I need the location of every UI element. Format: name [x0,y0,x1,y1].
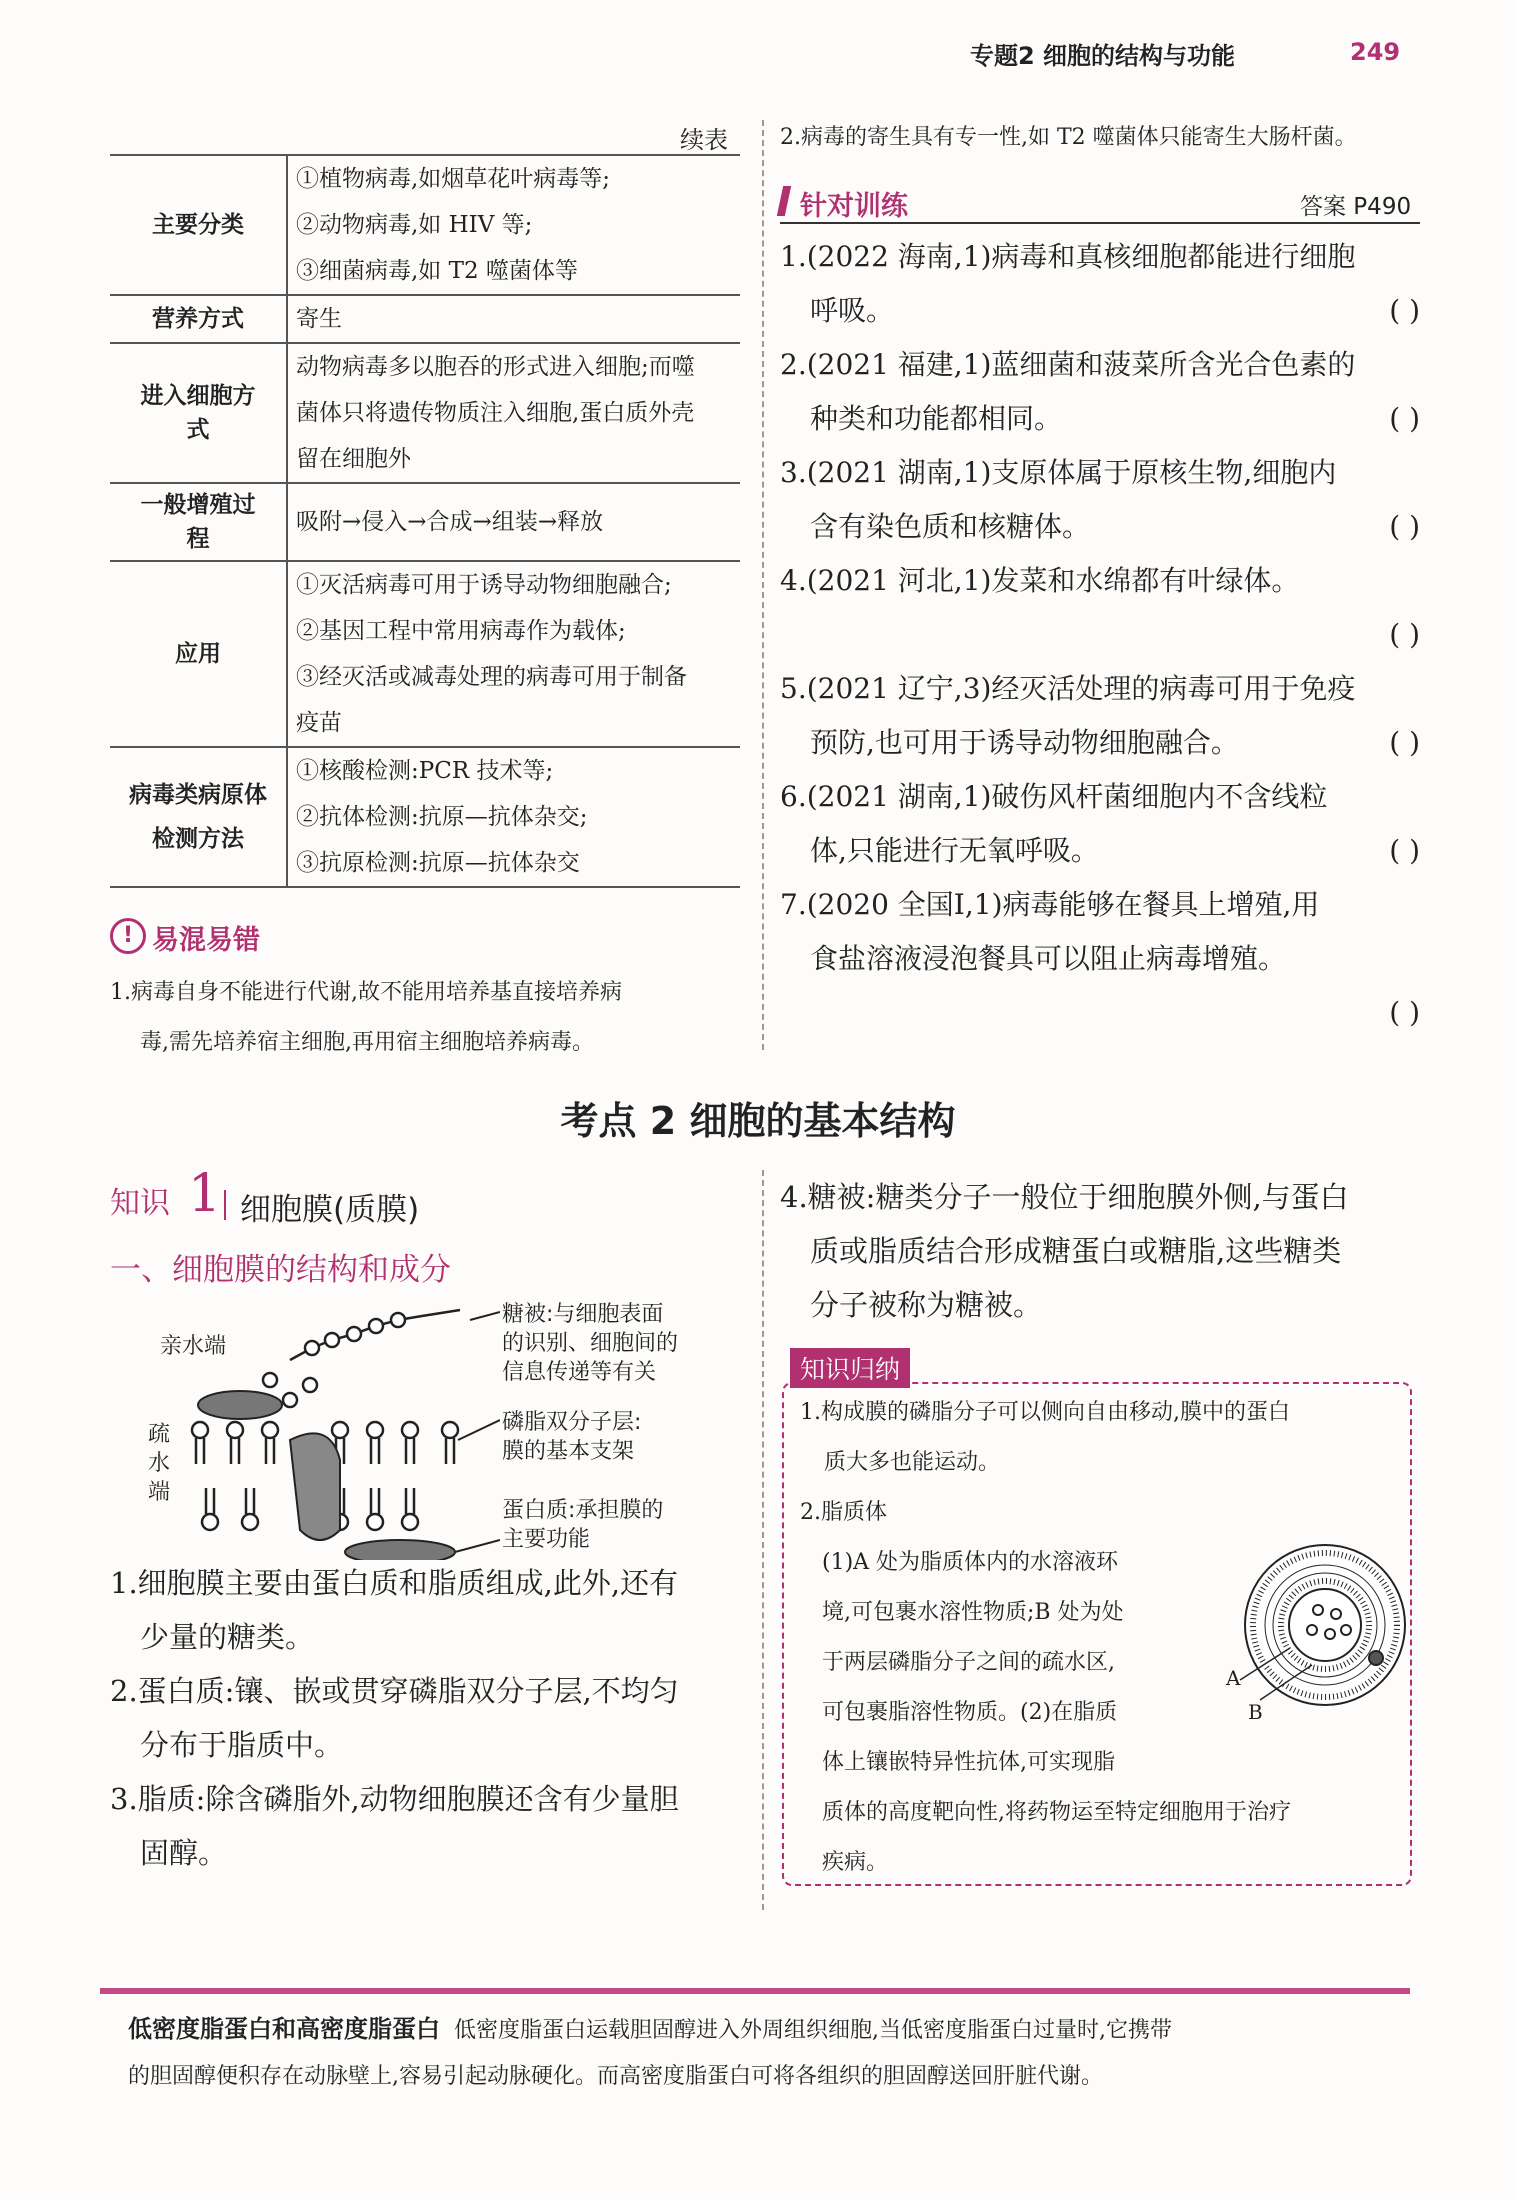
point-item [110,1772,750,1880]
practice-question [780,662,1420,770]
label-line: 主要功能 [502,1527,591,1552]
label-line: 蛋白质:承担膜的 [502,1498,664,1523]
membrane-diagram [140,1290,740,1560]
induction-tag: 知识归纳 [790,1348,910,1388]
row-content [287,295,740,343]
cell-line: ③抗原检测:抗原—抗体杂交 [296,850,580,876]
glycocalyx-label [502,1300,678,1387]
answer-paren: ( ) [1389,618,1420,651]
induction-line: (1)A 处为脂质体内的水溶液环 [822,1550,1119,1575]
row-content [287,343,740,483]
knowledge-number: 1 [188,1164,222,1224]
point-line: 固醇。 [140,1836,228,1870]
question-line: 预防,也可用于诱导动物细胞融合。 [810,726,1239,759]
membrane-illustration [140,1290,500,1560]
answer-paren: ( ) [1389,294,1420,327]
row-content [287,483,740,561]
induction-line: 体上镶嵌特异性抗体,可实现脂 [822,1750,1115,1775]
question-line: 种类和功能都相同。 [810,402,1063,435]
cell-line: ②抗体检测:抗原—抗体杂交; [296,804,588,830]
row-head: 主要分类 [110,155,287,295]
label-a: A [1226,1666,1241,1690]
induction-line: 境,可包裹水溶性物质;B 处为处 [822,1600,1124,1625]
answer-paren: ( ) [1389,726,1420,759]
question-line: 4.(2021 河北,1)发菜和水绵都有叶绿体。 [780,564,1300,597]
practice-question [780,230,1420,338]
point-item [110,1664,750,1772]
table-row [110,561,740,747]
induction-line: 可包裹脂溶性物质。(2)在脂质 [822,1700,1118,1725]
footer-term: 低密度脂蛋白和高密度脂蛋白 [128,2015,440,2043]
bilayer-label [502,1408,641,1466]
row-head: 进入细胞方式 [110,343,287,483]
cell-line: 留在细胞外 [296,446,411,472]
confuse-title: 易混易错 [152,925,260,956]
table-row [110,343,740,483]
confuse-text [110,968,740,1068]
label-char: 水 [148,1451,171,1476]
label-line: 膜的基本支架 [502,1439,635,1464]
cell-line: ③细菌病毒,如 T2 噬菌体等 [296,258,578,284]
footer-line: 低密度脂蛋白运载胆固醇进入外周组织细胞,当低密度脂蛋白过量时,它携带 [454,2018,1172,2043]
question-line: 呼吸。 [810,294,895,327]
cell-line: 疫苗 [296,710,342,736]
cell-line: 吸附→侵入→合成→组装→释放 [296,509,604,535]
answer-paren: ( ) [1389,402,1420,435]
cell-line: ①核酸检测:PCR 技术等; [296,758,554,784]
row-head: 营养方式 [110,295,287,343]
point-line: 分子被称为糖被。 [810,1288,1043,1322]
right-note: 2.病毒的寄生具有专一性,如 T2 噬菌体只能寄生大肠杆菌。 [780,125,1357,150]
row-head: 病毒类病原体检测方法 [110,747,287,887]
induction-line: 质体的高度靶向性,将药物运至特定细胞用于治疗 [822,1800,1291,1825]
cell-line: ③经灭活或减毒处理的病毒可用于制备 [296,664,687,690]
point-item [110,1556,750,1664]
row-head: 一般增殖过程 [110,483,287,561]
question-line: 体,只能进行无氧呼吸。 [810,834,1099,867]
induction-line: 于两层磷脂分子之间的疏水区, [822,1650,1115,1675]
knowledge-label: 知识 [110,1186,170,1221]
table-row [110,747,740,887]
question-line: 7.(2020 全国Ⅰ,1)病毒能够在餐具上增殖,用 [780,888,1320,921]
question-line: 食盐溶液浸泡餐具可以阻止病毒增殖。 [810,942,1287,975]
footer-rule [100,1988,1410,1994]
label-line: 磷脂双分子层: [502,1410,642,1435]
practice-question [780,446,1420,554]
liposome-description [822,1538,1222,1788]
cell-line: 寄生 [296,306,342,332]
protein-label [502,1496,663,1554]
answer-paren: ( ) [1389,510,1420,543]
page-number: 249 [1350,38,1401,66]
cell-line: ②基因工程中常用病毒作为载体; [296,618,626,644]
header-topic: 专题2 细胞的结构与功能 [970,42,1236,70]
question-line: 1.(2022 海南,1)病毒和真核细胞都能进行细胞 [780,240,1356,273]
practice-question [780,554,1420,662]
cell-line: 菌体只将遗传物质注入细胞,蛋白质外壳 [296,400,695,426]
row-content [287,155,740,295]
practice-question [780,338,1420,446]
point-line: 3.脂质:除含磷脂外,动物细胞膜还含有少量胆 [110,1782,679,1816]
practice-answer-ref: 答案 P490 [1300,194,1412,220]
label-line: 信息传递等有关 [502,1360,657,1385]
question-line: 含有染色质和核糖体。 [810,510,1091,543]
answer-paren: ( ) [1389,996,1420,1029]
induction-line: 质大多也能运动。 [824,1450,1001,1475]
cell-line: ①植物病毒,如烟草花叶病毒等; [296,166,611,192]
row-head: 应用 [110,561,287,747]
induction-tail [822,1788,1412,1888]
table-row [110,483,740,561]
point-line: 质或脂质结合形成糖蛋白或糖脂,这些糖类 [810,1234,1342,1268]
footer-note [128,2006,1408,2100]
practice-question [780,770,1420,878]
point-line: 2.蛋白质:镶、嵌或贯穿磷脂双分子层,不均匀 [110,1674,679,1708]
table-row [110,155,740,295]
confuse-line: 毒,需先培养宿主细胞,再用宿主细胞培养病毒。 [140,1030,594,1055]
induction-line: 2.脂质体 [800,1500,887,1525]
continued-label: 续表 [680,126,728,154]
practice-title: 针对训练 [800,191,908,222]
warning-icon: ! [110,918,146,954]
sugar-point [780,1170,1420,1332]
divider [224,1190,226,1220]
row-content [287,561,740,747]
induction-line: 疾病。 [822,1850,889,1875]
section-title: 考点 2 细胞的基本结构 [560,1099,956,1143]
liposome-diagram [1220,1530,1410,1730]
row-content [287,747,740,887]
point-line: 1.细胞膜主要由蛋白质和脂质组成,此外,还有 [110,1566,679,1600]
cell-line: ①灭活病毒可用于诱导动物细胞融合; [296,572,672,598]
question-line: 2.(2021 福建,1)蓝细菌和菠菜所含光合色素的 [780,348,1356,381]
point-line: 4.糖被:糖类分子一般位于细胞膜外侧,与蛋白 [780,1180,1349,1214]
induction-line: 1.构成膜的磷脂分子可以侧向自由移动,膜中的蛋白 [800,1400,1290,1425]
label-line: 的识别、细胞间的 [502,1331,679,1356]
question-line: 6.(2021 湖南,1)破伤风杆菌细胞内不含线粒 [780,780,1328,813]
column-divider [762,1170,764,1910]
answer-paren: ( ) [1389,834,1420,867]
point-line: 少量的糖类。 [140,1620,315,1654]
cell-line: 动物病毒多以胞吞的形式进入细胞;而噬 [296,354,695,380]
label-b: B [1248,1700,1263,1724]
hydrophobic-label [148,1420,170,1507]
question-line: 3.(2021 湖南,1)支原体属于原核生物,细胞内 [780,456,1337,489]
label-line: 糖被:与细胞表面 [502,1302,664,1327]
label-char: 疏 [148,1422,171,1447]
virus-table [110,154,740,888]
subsection-title: 一、细胞膜的结构和成分 [110,1252,451,1288]
label-char: 端 [148,1480,171,1505]
confuse-line: 1.病毒自身不能进行代谢,故不能用培养基直接培养病 [110,980,622,1005]
hydrophilic-label: 亲水端 [160,1334,227,1359]
point-line: 分布于脂质中。 [140,1728,344,1762]
table-row [110,295,740,343]
column-divider [762,120,764,1050]
practice-question [780,878,1420,1040]
induction-text [800,1388,1400,1538]
footer-line: 的胆固醇便积存在动脉壁上,容易引起动脉硬化。而高密度脂蛋白可将各组织的胆固醇送回肝脏代谢。 [128,2064,1103,2089]
cell-line: ②动物病毒,如 HIV 等; [296,212,533,238]
knowledge-title: 细胞膜(质膜) [240,1192,420,1228]
question-line: 5.(2021 辽宁,3)经灭活处理的病毒可用于免疫 [780,672,1356,705]
